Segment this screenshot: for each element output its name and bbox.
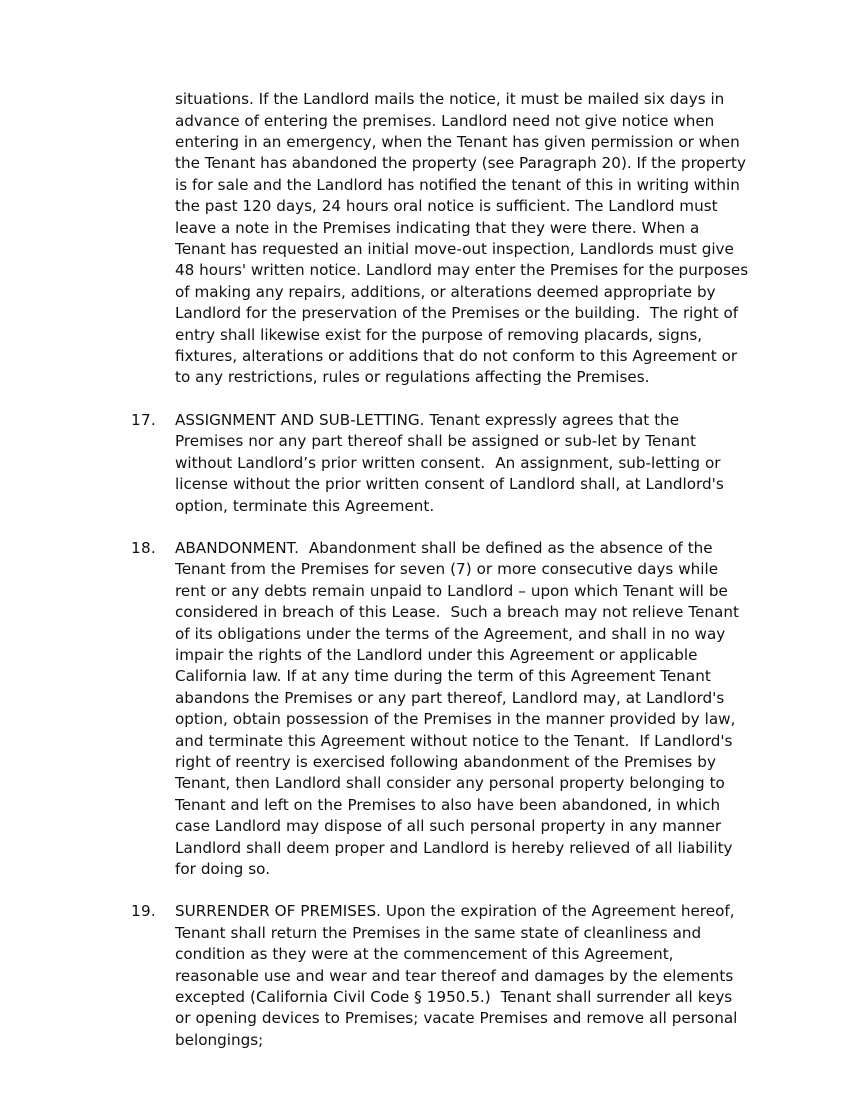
clause-number: 17. [131,410,157,429]
clause-text: ASSIGNMENT AND SUB-LETTING. Tenant expressly agrees that the Premises nor any part thereof shall be assigned or sub-let by Tenant without Landlord’s prior written consent. An assignment, sub-letting or license without the prior written consent of Landlord shall, at Landlord's option, terminate this Agreement. [175,410,729,515]
clause-number: 19. [131,902,157,921]
continuation-paragraph: situations. If the Landlord mails the notice, it must be mailed six days in advance of entering the premises. Landlord need not give notice when entering in an emergency, when the Tenant has given permission or when the Tenant has abandoned the property (see Paragraph 20). If the property is for sale and the Landlord has notified the tenant of this in writing within the past 120 days, 24 hours oral notice is sufficient. The Landlord must leave a note in the Premises indicating that they were there. When a Tenant has requested an initial move-out inspection, Landlords must give 48 hours' written notice. Landlord may enter the Premises for the purposes of making any repairs, additions, or alterations deemed appropriate by Landlord for the preservation of the Premises or the building. The right of entry shall likewise exist for the purpose of removing placards, signs, fixtures, alterations or additions that do not conform to this Agreement or to any restrictions, rules or regulations affecting the Premises. [175,90,753,387]
clause-text: SURRENDER OF PREMISES. Upon the expiration of the Agreement hereof, Tenant shall return the Premises in the same state of cleanliness and condition as they were at the commencement of this Agreement, reasonable use and wear and tear thereof and damages by the elements excepted (California Civil Code § 1950.5.) Tenant shall surrender all keys or opening devices to Premises; vacate Premises and remove all personal belongings; [175,902,743,1049]
clause-18 [131,538,751,881]
clause-17 [131,410,751,517]
clause-19 [131,901,751,1051]
clause-text: ABANDONMENT. Abandonment shall be defined as the absence of the Tenant from the Premises for seven (7) or more consecutive days while rent or any debts remain unpaid to Landlord – upon which Tenant will be considered in breach of this Lease. Such a breach may not relieve Tenant of its obligations under the terms of the Agreement, and shall in no way impair the rights of the Landlord under this Agreement or applicable California law. If at any time during the term of this Agreement Tenant abandons the Premises or any part thereof, Landlord may, at Landlord's option, obtain possession of the Premises in the manner provided by law, and terminate this Agreement without notice to the Tenant. If Landlord's right of reentry is exercised following abandonment of the Premises by Tenant, then Landlord shall consider any personal property belonging to Tenant and left on the Premises to also have been abandoned, in which case Landlord may dispose of all such personal property in any manner Landlord shall deem proper and Landlord is hereby relieved of all liability for doing so. [175,538,744,878]
document-body [131,74,751,1072]
clause-number: 18. [131,538,157,557]
